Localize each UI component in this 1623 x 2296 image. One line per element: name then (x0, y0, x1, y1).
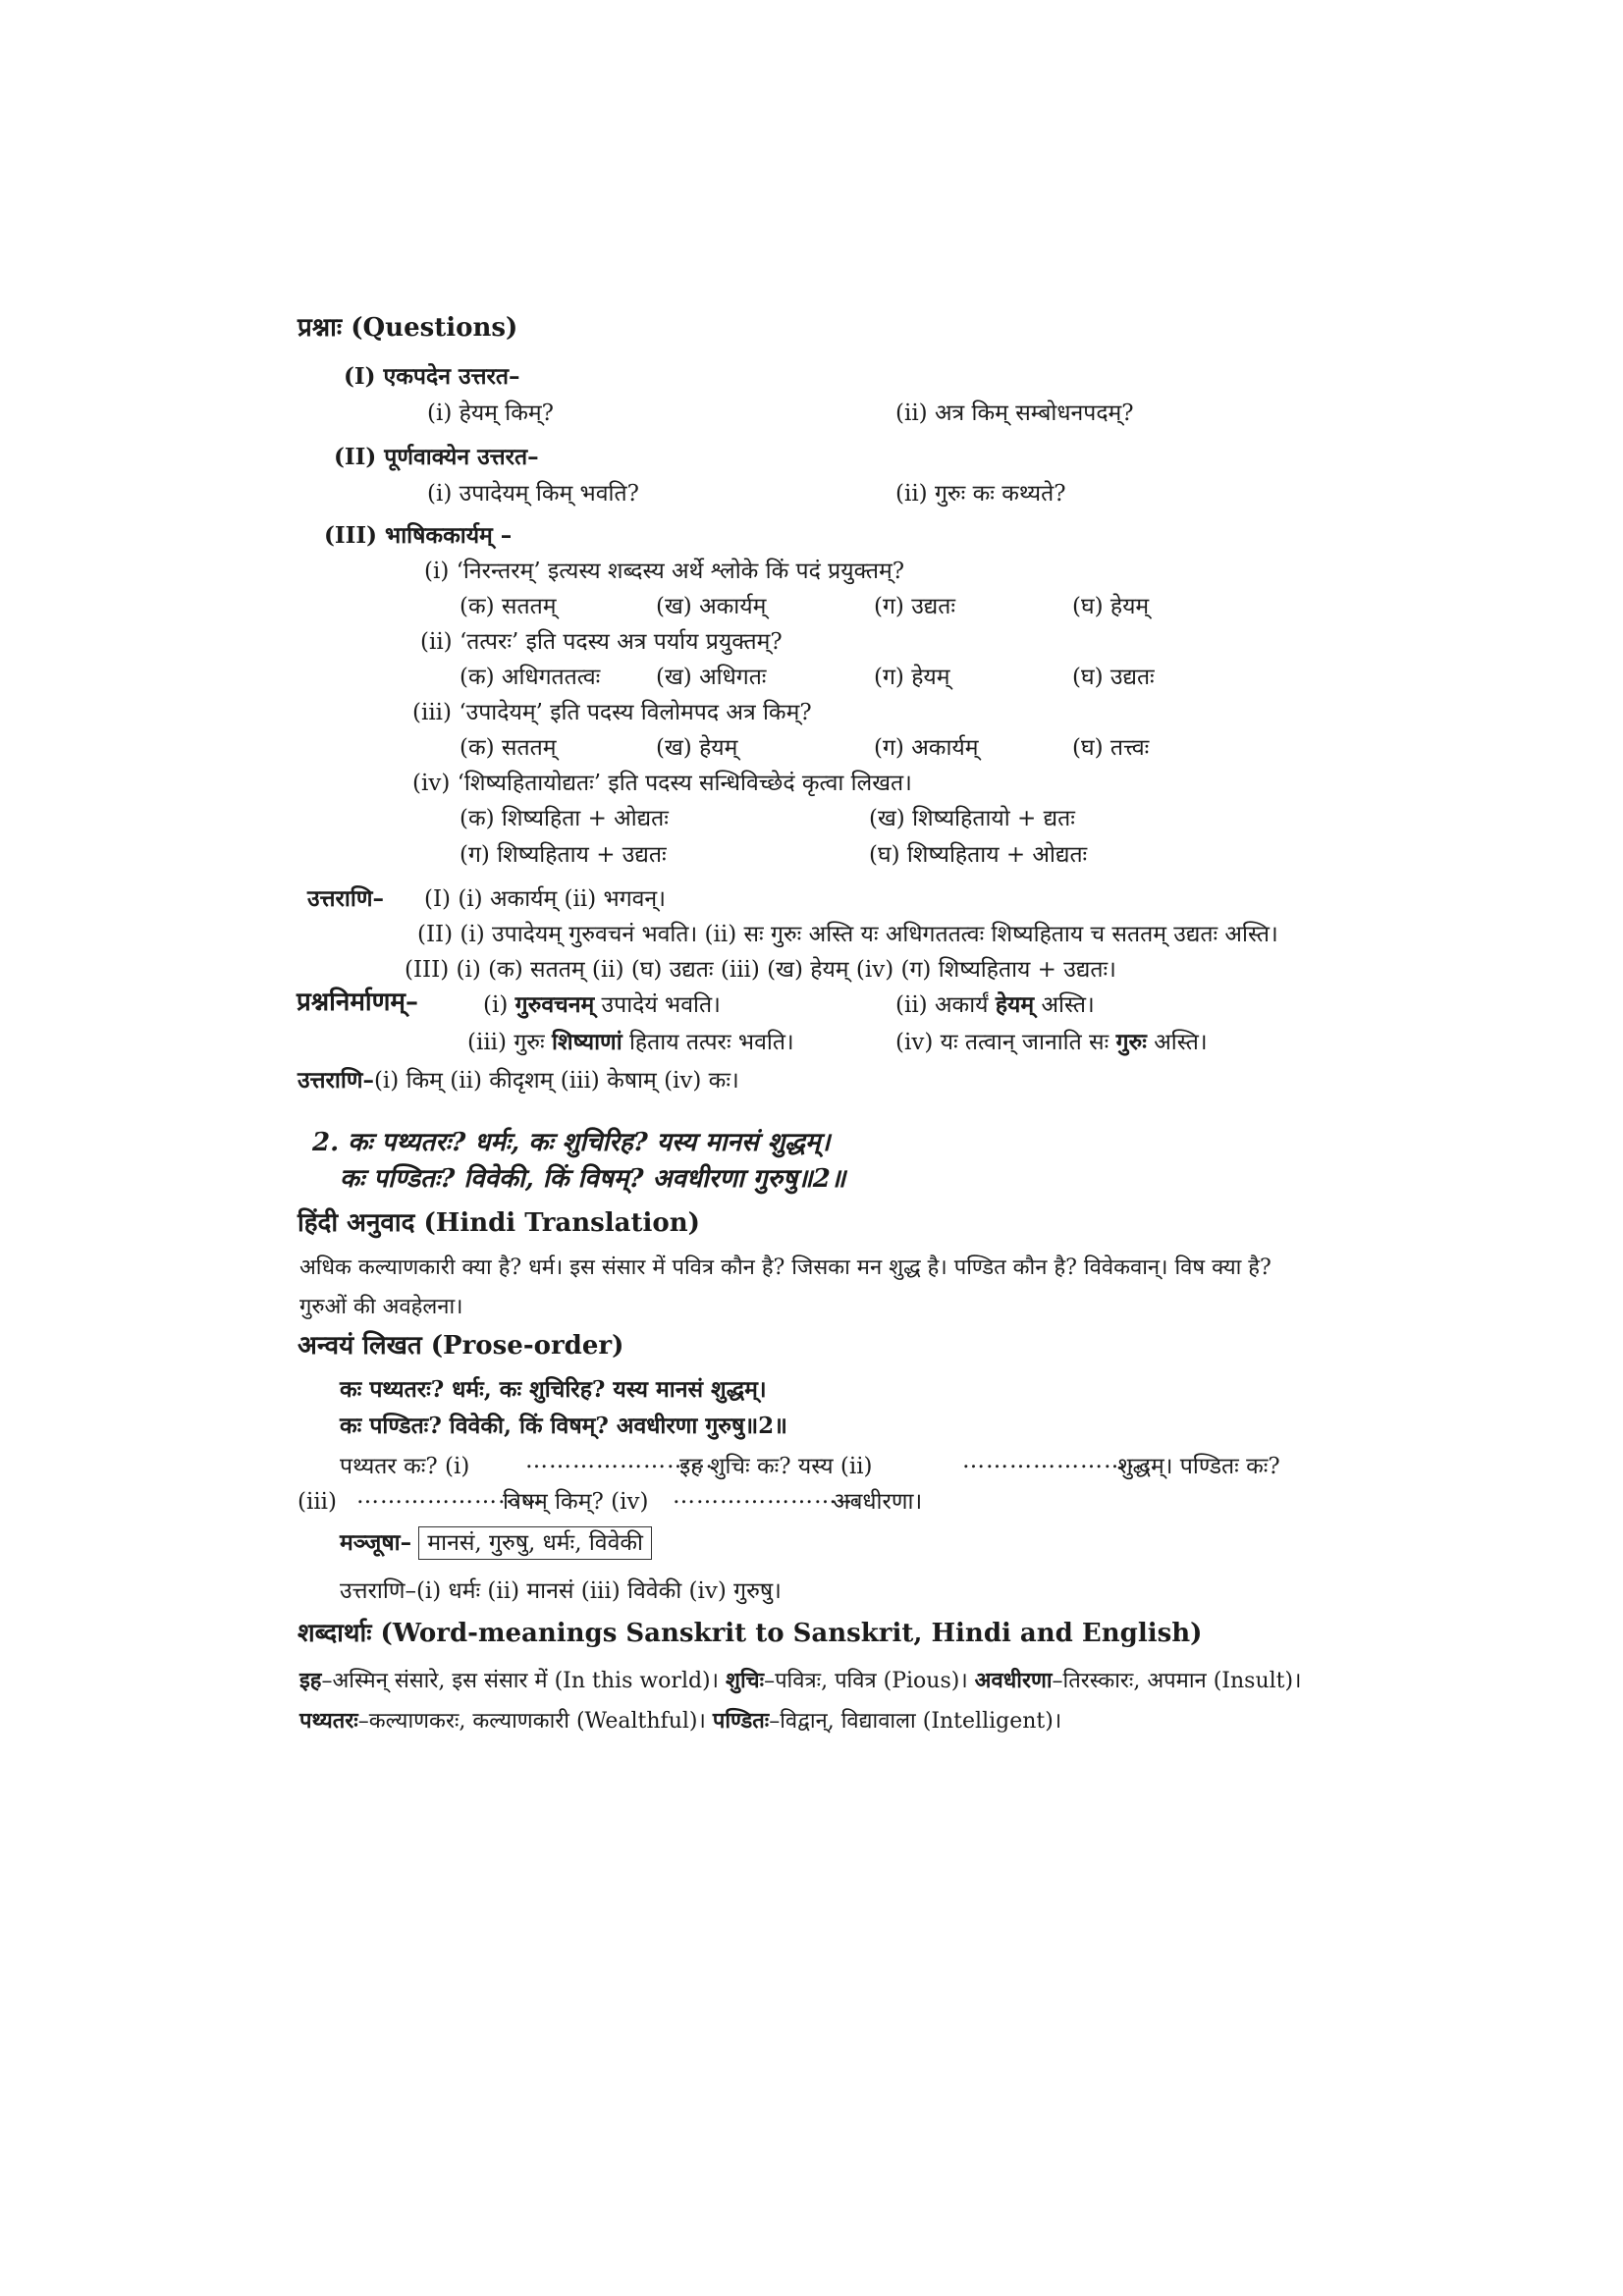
prose-verse-2: कः पण्डितः? विवेकी, किं विषम्? अवधीरणा गुरुषु॥2॥ (340, 1413, 787, 1439)
s2-q2: (ii) गुरुः कः कथ्यते? (895, 481, 1066, 507)
answers-1-line-3: (III) (i) (क) सततम् (ii) (घ) उद्यतः (iii) (ख) हेयम् (iv) (ग) शिष्यहिताय + उद्यतः। (405, 957, 1116, 983)
questions-heading (298, 312, 517, 344)
s3-q3-opt-a: (क) सततम् (460, 735, 557, 761)
answers-2-line: उत्तराणि–(i) किम् (ii) कीदृशम् (iii) केषाम् (iv) कः। (298, 1067, 739, 1094)
prose-fill-5: विषम् किम्? (iv) (503, 1489, 649, 1515)
prose-fill-4: (iii) (298, 1489, 338, 1515)
s3-q1-opt-b: (ख) अकार्यम् (656, 594, 767, 619)
s3-q2-opt-b: (ख) अधिगतः (656, 665, 767, 690)
s3-q3-opt-d: (घ) तत्त्वः (1072, 735, 1150, 761)
s1-q1: (i) हेयम् किम्? (427, 400, 554, 426)
s3-q3-opt-c: (ग) अकार्यम् (874, 735, 979, 761)
hindi-heading: हिंदी अनुवाद (Hindi Translation) (298, 1208, 700, 1238)
manjusha (340, 1526, 652, 1560)
blank-1: …………………… (525, 1448, 714, 1473)
prose-heading: अन्वयं लिखत (Prose-order) (298, 1331, 624, 1361)
s2-q1: (i) उपादेयम् किम् भवति? (427, 481, 639, 507)
answers-1-line-1: (I) (i) अकार्यम् (ii) भगवन्। (424, 886, 666, 912)
s3-q4: (iv) ‘शिष्यहितायोद्यतः’ इति पदस्य सन्धिविच्छेदं कृत्वा लिखत। (412, 771, 912, 796)
s3-q1-opt-d: (घ) हेयम् (1072, 594, 1150, 619)
prose-answers: उत्तराणि–(i) धर्मः (ii) मानसं (iii) विवेकी (iv) गुरुषु। (340, 1578, 782, 1604)
s3-q2-opt-d: (घ) उद्यतः (1072, 665, 1155, 690)
section-3-label: (III) भाषिककार्यम् – (324, 522, 513, 549)
s3-q4-opt-b: (ख) शिष्यहितायो + द्यतः (869, 806, 1075, 831)
prose-fill-6: अवधीरणा। (833, 1489, 923, 1515)
formation-item-3: (iii) गुरुः शिष्याणां हिताय तत्परः भवति। (467, 1029, 794, 1055)
s3-q1-opt-a: (क) सततम् (460, 594, 557, 619)
s3-q4-opt-d: (घ) शिष्यहिताय + ओद्यतः (869, 842, 1088, 868)
s3-q4-opt-a: (क) शिष्यहिता + ओद्यतः (460, 806, 669, 831)
questions-heading-en: (Questions) (351, 313, 518, 343)
s3-q2: (ii) ‘तत्परः’ इति पदस्य अत्र पर्याय प्रयुक्तम्? (420, 629, 783, 655)
manjusha-label: मञ्जूषा– (340, 1529, 412, 1556)
s1-q2: (ii) अत्र किम् सम्बोधनपदम्? (895, 400, 1134, 426)
answers-1-line-2: (II) (i) उपादेयम् गुरुवचनं भवति। (ii) सः गुरुः अस्ति यः अधिगततत्वः शिष्यहिताय च सततम् उद्यतः अस्ति। (417, 922, 1278, 947)
section-2-label: (II) पूर्णवाक्येन उत्तरत– (334, 444, 539, 470)
prose-fill-2: इह शुचिः कः? यस्य (ii) (679, 1454, 873, 1479)
formation-label: प्रश्ननिर्माणम्– (297, 988, 418, 1017)
formation-item-1: (i) गुरुवचनम् उपादेयं भवति। (483, 991, 721, 1018)
blank-4: …………………… (673, 1483, 861, 1509)
meanings-heading: शब्दार्थाः (Word-meanings Sanskrit to Sanskrit, Hindi and English) (298, 1619, 1203, 1648)
s3-q1: (i) ‘निरन्तरम्’ इत्यस्य शब्दस्य अर्थे श्लोके किं पदं प्रयुक्तम्? (424, 559, 905, 584)
word-meanings: इह–अस्मिन् संसारे, इस संसार में (In this world)। शुचिः–पवित्रः, पवित्र (Pious)। अवधीरणा–तिरस्कारः, अपमान (Insult)। पथ्यतरः–कल्याणकरः, कल्याणकारी (Wealthful)। पण्डितः–विद्वान्, विद्यावाला (Intelligent)। (299, 1668, 1302, 1734)
verse-line-1: 2. कः पथ्यतरः? धर्मः, कः शुचिरिह? यस्य मानसं शुद्धम्। (312, 1128, 831, 1157)
s3-q3: (iii) ‘उपादेयम्’ इति पदस्य विलोमपद अत्र किम्? (412, 700, 812, 725)
blank-3: …………………… (356, 1483, 545, 1509)
formation-item-2: (ii) अकार्यं हेयम् अस्ति। (895, 991, 1095, 1018)
s3-q1-opt-c: (ग) उद्यतः (874, 594, 956, 619)
s3-q3-opt-b: (ख) हेयम् (656, 735, 738, 761)
prose-verse-1: कः पथ्यतरः? धर्मः, कः शुचिरिह? यस्य मानसं शुद्धम्। (340, 1376, 767, 1403)
prose-fill-1: पथ्यतर कः? (i) (340, 1454, 470, 1479)
hindi-translation: अधिक कल्याणकारी क्या है? धर्म। इस संसार में पवित्र कौन है? जिसका मन शुद्ध है। पण्डित कौन है? विवेकवान्। विष क्या है? गुरुओं की अवहेलना। (299, 1255, 1271, 1319)
s3-q2-opt-c: (ग) हेयम् (874, 665, 950, 690)
manjusha-box: मानसं, गुरुषु, धर्मः, विवेकी (418, 1526, 652, 1560)
section-1-label: (I) एकपदेन उत्तरत– (344, 363, 520, 390)
prose-fill-3: शुद्धम्। पण्डितः कः? (1117, 1454, 1280, 1479)
verse-line-2: कः पण्डितः? विवेकी, किं विषम्? अवधीरणा गुरुषु॥2॥ (340, 1164, 846, 1194)
answers-1-label: उत्तराणि– (307, 885, 384, 912)
formation-item-4: (iv) यः तत्वान् जानाति सः गुरुः अस्ति। (895, 1029, 1208, 1055)
blank-2: …………………… (962, 1448, 1151, 1473)
questions-heading-hi: प्रश्नाः (298, 313, 343, 343)
s3-q2-opt-a: (क) अधिगततत्वः (460, 665, 601, 690)
s3-q4-opt-c: (ग) शिष्यहिताय + उद्यतः (460, 842, 667, 868)
